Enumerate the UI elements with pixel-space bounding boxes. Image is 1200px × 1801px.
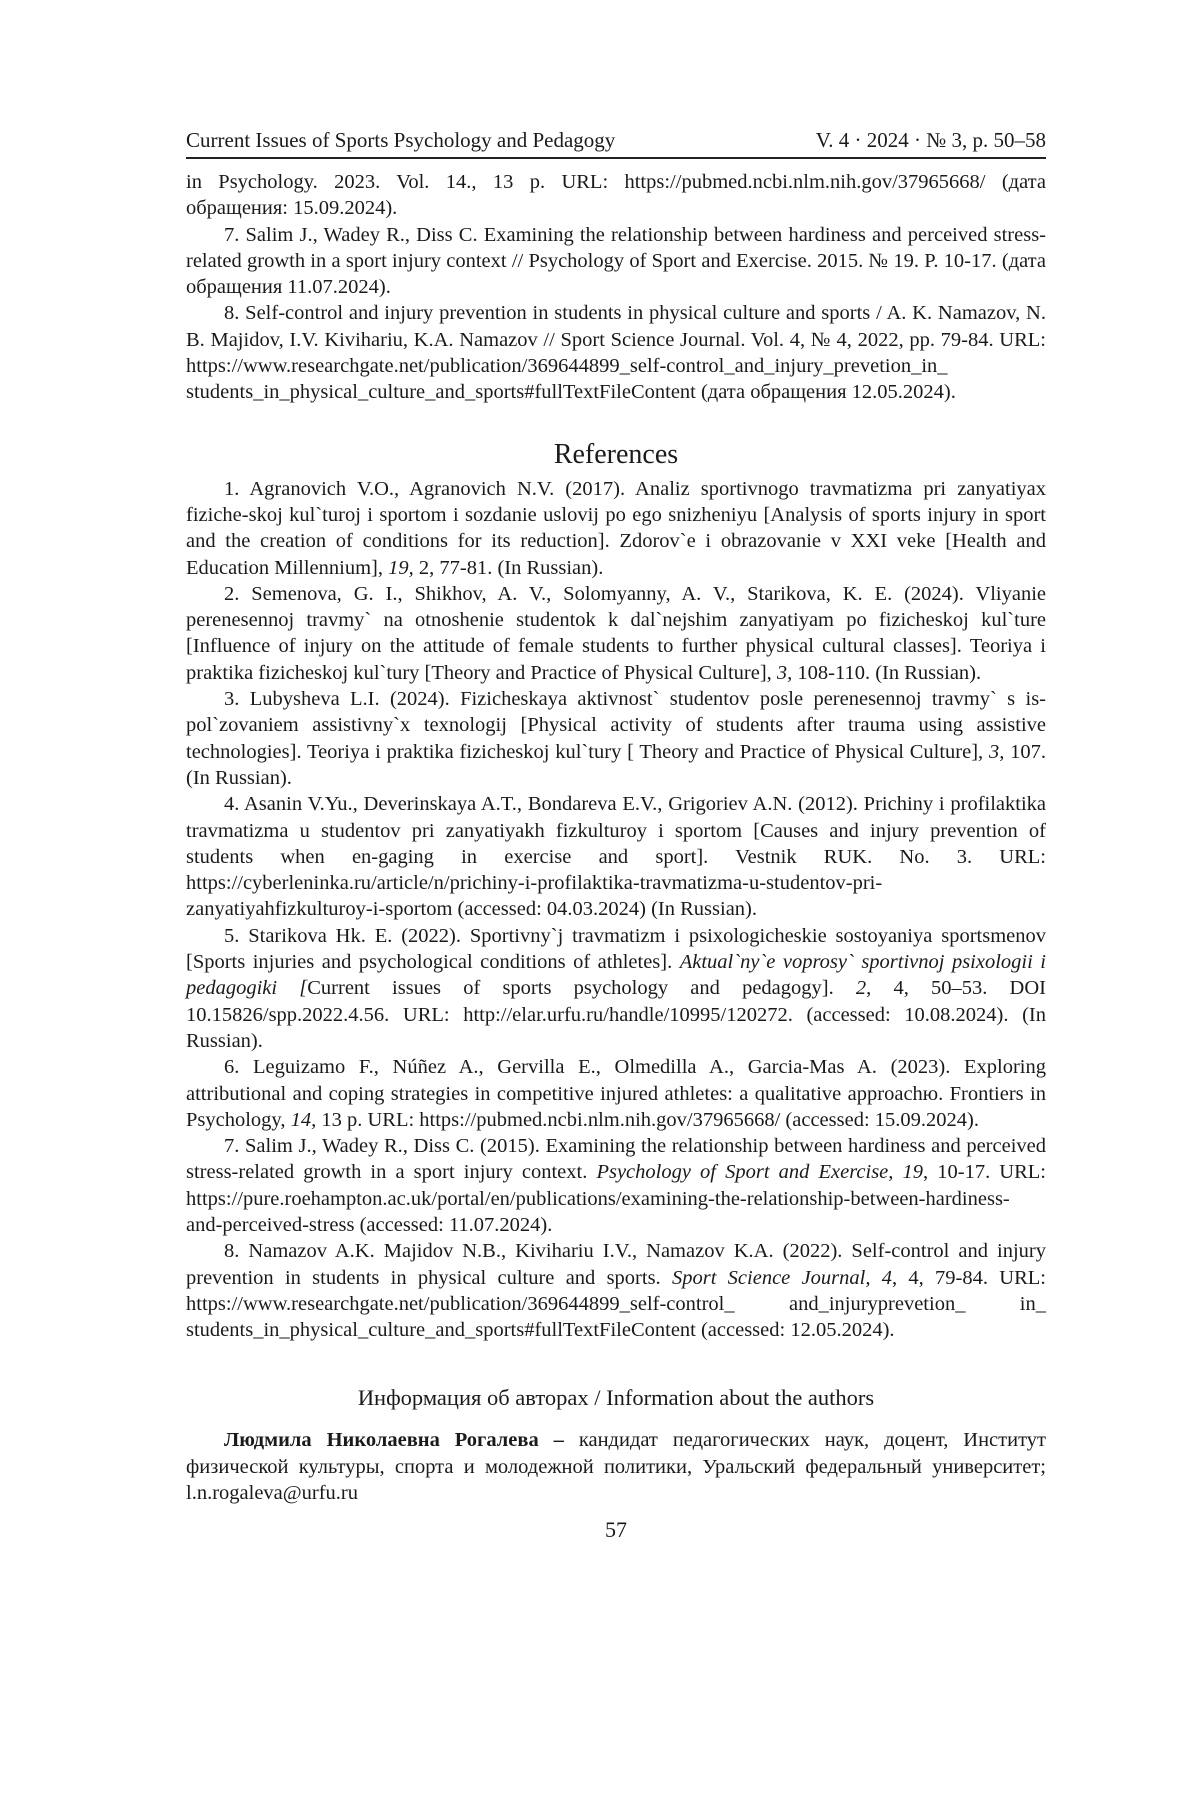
reference-1: 1. Agranovich V.O., Agranovich N.V. (2017). Analiz sportivnogo travmatizma pri zanyatiyax fiziche-skoj kul`turoj i sportom i sozdanie uslovij po ego snizheniyu [Analysis of sports injury in sport and the creation of conditions for its reduction]. Zdorov`e i obrazovanie v XXI veke [Health and Education Millennium], 19, 2, 77-81. (In Russian).: [186, 476, 1046, 581]
author-details: кандидат педагогических наук, доцент, Институт физической культуры, спорта и молодежной политики, Уральский федеральный университет; l.n.rogaleva@urfu.ru: [186, 1429, 1046, 1504]
literature-continuation: [186, 169, 1046, 406]
reference-3: 3. Lubysheva L.I. (2024). Fizicheskaya aktivnost` studentov posle perenesennoj travmy` s is-pol`zovaniem assistivny`x texnologij [Physical activity of students after trauma using assistive technologies]. Teoriya i praktika fizicheskoj kul`tury [ Theory and Practice of Physical Culture], 3, 107. (In Russian).: [186, 686, 1046, 791]
author-info: [186, 1427, 1046, 1506]
page: [0, 0, 1200, 1801]
journal-title: Current Issues of Sports Psychology and Pedagogy: [186, 126, 615, 154]
reference-5: 5. Starikova Hk. E. (2022). Sportivny`j travmatizm i psixologicheskie sostoyaniya sportsmenov [Sports injuries and psychological conditions of athletes]. Aktual`ny`e voprosy` sportivnoj psixologii i pedagogiki [Current issues of sports psychology and pedagogy]. 2, 4, 50–53. DOI 10.15826/spp.2022.4.56. URL: http://elar.urfu.ru/handle/10995/120272. (accessed: 10.08.2024). (In Russian).: [186, 923, 1046, 1054]
references-list: [186, 476, 1046, 1344]
authors-heading: Информация об авторах / Information about the authors: [186, 1383, 1046, 1413]
reference-2: 2. Semenova, G. I., Shikhov, A. V., Solomyanny, A. V., Starikova, K. E. (2024). Vliyanie perenesennoj travmy` na otnoshenie studentok k dal`nejshim zanyatiyam po fizicheskoj kul`ture [Influence of injury on the attitude of female students to further physical cultural classes]. Teoriya i praktika fizicheskoj kul`tury [Theory and Practice of Physical Culture], 3, 108-110. (In Russian).: [186, 581, 1046, 686]
literature-entry-7: 7. Salim J., Wadey R., Diss C. Examining the relationship between hardiness and perceived stress-related growth in a sport injury context // Psychology of Sport and Exercise. 2015. № 19. P. 10-17. (дата обращения 11.07.2024).: [186, 222, 1046, 301]
references-heading: References: [186, 438, 1046, 472]
page-number: 57: [186, 1516, 1046, 1544]
reference-4: 4. Asanin V.Yu., Deverinskaya A.T., Bondareva E.V., Grigoriev A.N. (2012). Prichiny i profilaktika travmatizma u studentov pri zanyatiyakh fizkulturoy i sportom [Causes and injury prevention of students when en-gaging in exercise and sport]. Vestnik RUK. No. 3. URL: https://cyberleninka.ru/article/n/prichiny-i-profilaktika-travmatizma-u-studentov-pri-zanyatiyahfizkulturoy-i-sportom (accessed: 04.03.2024) (In Russian).: [186, 791, 1046, 922]
author-name: Людмила Николаевна Рогалева –: [224, 1429, 564, 1451]
reference-8: 8. Namazov A.K. Majidov N.B., Kivihariu I.V., Namazov K.A. (2022). Self-control and injury prevention in students in physical culture and sports. Sport Science Journal, 4, 4, 79-84. URL: https://www.researchgate.net/publication/369644899_self-control_ and_injuryprevetion_ in_ students_in_physical_culture_and_sports#fullTextFileContent (accessed: 12.05.2024).: [186, 1238, 1046, 1343]
reference-7: 7. Salim J., Wadey R., Diss C. (2015). Examining the relationship between hardiness and perceived stress-related growth in a sport injury context. Psychology of Sport and Exercise, 19, 10-17. URL: https://pure.roehampton.ac.uk/portal/en/publications/examining-the-relationship-between-hardiness-and-perceived-stress (accessed: 11.07.2024).: [186, 1133, 1046, 1238]
reference-6: 6. Leguizamo F., Núñez A., Gervilla E., Olmedilla A., Garcia-Mas A. (2023). Exploring attributional and coping strategies in competitive injured athletes: a qualitative approachю. Frontiers in Psychology, 14, 13 p. URL: https://pubmed.ncbi.nlm.nih.gov/37965668/ (accessed: 15.09.2024).: [186, 1054, 1046, 1133]
running-header: [186, 126, 1046, 159]
literature-entry-8: 8. Self-control and injury prevention in students in physical culture and sports / A. K. Namazov, N. B. Majidov, I.V. Kivihariu, K.A. Namazov // Sport Science Journal. Vol. 4, № 4, 2022, pp. 79-84. URL: https://www.researchgate.net/publication/369644899_self-control_and_injury_prevetion_in_ students_in_physical_culture_and_sports#fullTextFileContent (дата обращения 12.05.2024).: [186, 300, 1046, 405]
page-content: [186, 126, 1046, 1544]
volume-info: V. 4 · 2024 · № 3, p. 50–58: [816, 126, 1046, 154]
literature-entry-6-continued: in Psychology. 2023. Vol. 14., 13 p. URL: https://pubmed.ncbi.nlm.nih.gov/37965668/ (дата обращения: 15.09.2024).: [186, 169, 1046, 222]
